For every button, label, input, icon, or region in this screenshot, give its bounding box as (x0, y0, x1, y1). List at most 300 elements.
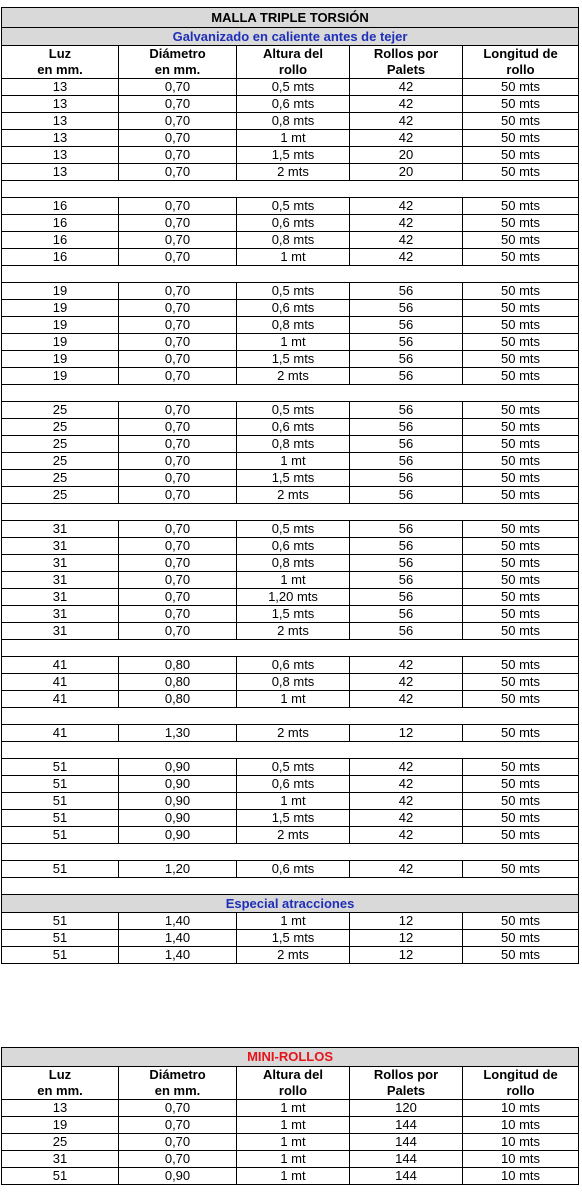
table-cell: 51 (2, 759, 119, 776)
table-cell: 13 (2, 164, 119, 181)
table-cell: 0,70 (119, 300, 237, 317)
table-cell: 31 (2, 606, 119, 623)
spacer-row (2, 266, 579, 283)
table-cell: 56 (350, 589, 463, 606)
table-cell: 50 mts (463, 487, 579, 504)
table-cell: 0,70 (119, 538, 237, 555)
table-cell: 50 mts (463, 283, 579, 300)
table-cell: 12 (350, 913, 463, 930)
table-cell: 50 mts (463, 861, 579, 878)
table-cell: 56 (350, 623, 463, 640)
table-row (2, 232, 579, 249)
column-header-line: rollo (278, 1083, 308, 1098)
table-cell: 0,70 (119, 317, 237, 334)
spacer-row (2, 708, 579, 725)
column-header-line: en mm. (154, 1083, 201, 1098)
table-cell: 50 mts (463, 130, 579, 147)
spacer-cell (2, 385, 579, 402)
table-cell: 1 mt (237, 913, 350, 930)
table-cell: 41 (2, 674, 119, 691)
table-cell: 1,5 mts (237, 930, 350, 947)
spacer-cell (2, 742, 579, 759)
table-cell: 42 (350, 249, 463, 266)
table-row (2, 96, 579, 113)
table-cell: 0,70 (119, 470, 237, 487)
table-cell: 0,70 (119, 368, 237, 385)
table-cell: 50 mts (463, 691, 579, 708)
table-cell: 50 mts (463, 113, 579, 130)
table-cell: 31 (2, 1151, 119, 1168)
table-cell: 56 (350, 283, 463, 300)
table-cell: 31 (2, 589, 119, 606)
table-cell: 120 (350, 1100, 463, 1117)
table-cell: 0,6 mts (237, 419, 350, 436)
table-cell: 42 (350, 793, 463, 810)
table-cell: 1,20 (119, 861, 237, 878)
table-cell: 25 (2, 470, 119, 487)
table-cell: 50 mts (463, 79, 579, 96)
table-cell: 51 (2, 913, 119, 930)
table-cell: 0,5 mts (237, 198, 350, 215)
triple-torsion-table (1, 7, 579, 964)
table-cell: 51 (2, 827, 119, 844)
table-row (2, 606, 579, 623)
table-cell: 50 mts (463, 827, 579, 844)
table-cell: 42 (350, 810, 463, 827)
table-cell: 50 mts (463, 930, 579, 947)
table-cell: 10 mts (463, 1117, 579, 1134)
table-cell: 0,8 mts (237, 113, 350, 130)
table-cell: 42 (350, 79, 463, 96)
table-cell: 42 (350, 827, 463, 844)
table-cell: 42 (350, 861, 463, 878)
table-cell: 50 mts (463, 147, 579, 164)
table-cell: 0,70 (119, 436, 237, 453)
column-header-line: rollo (506, 62, 535, 77)
table-cell: 56 (350, 487, 463, 504)
table-cell: 0,8 mts (237, 317, 350, 334)
table-cell: 0,6 mts (237, 96, 350, 113)
table-cell: 56 (350, 402, 463, 419)
table-cell: 1 mt (237, 334, 350, 351)
table-cell: 50 mts (463, 572, 579, 589)
table-cell: 25 (2, 453, 119, 470)
table-row (2, 623, 579, 640)
table-cell: 42 (350, 691, 463, 708)
column-header-line: en mm. (154, 62, 201, 77)
table-cell: 50 mts (463, 164, 579, 181)
table-cell: 0,70 (119, 334, 237, 351)
table-row (2, 589, 579, 606)
table-row (2, 827, 579, 844)
table-cell: 0,70 (119, 164, 237, 181)
table-row (2, 453, 579, 470)
table-cell: 25 (2, 1134, 119, 1151)
table-cell: 51 (2, 861, 119, 878)
table-cell: 1,5 mts (237, 470, 350, 487)
table-row (2, 79, 579, 96)
table-cell: 1,5 mts (237, 351, 350, 368)
column-header (119, 1067, 237, 1100)
table-cell: 1 mt (237, 1117, 350, 1134)
table-row (2, 130, 579, 147)
table-cell: 50 mts (463, 198, 579, 215)
table-cell: 42 (350, 113, 463, 130)
table-row (2, 657, 579, 674)
table-cell: 25 (2, 436, 119, 453)
table-cell: 51 (2, 1168, 119, 1185)
table-cell: 10 mts (463, 1100, 579, 1117)
column-header (350, 1067, 463, 1100)
table-cell: 20 (350, 147, 463, 164)
column-header-line: Longitud de (483, 46, 558, 61)
table-cell: 50 mts (463, 555, 579, 572)
table-cell: 51 (2, 930, 119, 947)
table-cell: 31 (2, 538, 119, 555)
table-row (2, 198, 579, 215)
table-cell: 1,40 (119, 947, 237, 964)
table-cell: 2 mts (237, 947, 350, 964)
table-cell: 1 mt (237, 572, 350, 589)
table-cell: 50 mts (463, 215, 579, 232)
table-cell: 50 mts (463, 419, 579, 436)
table-cell: 0,70 (119, 79, 237, 96)
table-row (2, 487, 579, 504)
table-cell: 56 (350, 538, 463, 555)
table-cell: 16 (2, 215, 119, 232)
table-cell: 50 mts (463, 725, 579, 742)
table-cell: 12 (350, 930, 463, 947)
table-cell: 0,70 (119, 1117, 237, 1134)
table-cell: 1 mt (237, 1134, 350, 1151)
table-cell: 19 (2, 283, 119, 300)
table-cell: 0,80 (119, 691, 237, 708)
table-cell: 0,70 (119, 572, 237, 589)
spacer-cell (2, 640, 579, 657)
table-cell: 0,90 (119, 776, 237, 793)
table-cell: 50 mts (463, 334, 579, 351)
table-cell: 1,20 mts (237, 589, 350, 606)
column-header-row (2, 46, 579, 79)
column-header-line: Longitud de (483, 1067, 558, 1082)
table-cell: 56 (350, 606, 463, 623)
table-cell: 0,70 (119, 1134, 237, 1151)
table-row (2, 793, 579, 810)
spacer-cell (2, 181, 579, 198)
table-row (2, 1117, 579, 1134)
table-row (2, 300, 579, 317)
column-header-line: Luz (48, 46, 72, 61)
table-row (2, 1134, 579, 1151)
table-cell: 50 mts (463, 810, 579, 827)
table-cell: 0,70 (119, 453, 237, 470)
spacer-row (2, 844, 579, 861)
table-cell: 13 (2, 96, 119, 113)
table-row (2, 674, 579, 691)
table-cell: 0,70 (119, 521, 237, 538)
table-cell: 50 mts (463, 249, 579, 266)
spacer-row (2, 878, 579, 895)
table-row (2, 215, 579, 232)
table-cell: 50 mts (463, 913, 579, 930)
table-cell: 144 (350, 1168, 463, 1185)
table-cell: 42 (350, 198, 463, 215)
table-row (2, 436, 579, 453)
column-header-line: Palets (386, 1083, 426, 1098)
table-cell: 19 (2, 351, 119, 368)
special-section-title: Especial atracciones (2, 895, 579, 913)
table-cell: 25 (2, 419, 119, 436)
table-cell: 0,5 mts (237, 402, 350, 419)
table-row (2, 419, 579, 436)
table-cell: 1 mt (237, 1168, 350, 1185)
table-cell: 41 (2, 691, 119, 708)
table-row (2, 1151, 579, 1168)
table-cell: 51 (2, 947, 119, 964)
table-cell: 0,90 (119, 1168, 237, 1185)
table-cell: 0,70 (119, 1100, 237, 1117)
table-cell: 42 (350, 776, 463, 793)
table-cell: 13 (2, 113, 119, 130)
table-cell: 0,90 (119, 827, 237, 844)
spacer-cell (2, 844, 579, 861)
table-cell: 50 mts (463, 759, 579, 776)
table-cell: 1,5 mts (237, 810, 350, 827)
spacer-row (2, 640, 579, 657)
table-cell: 0,70 (119, 249, 237, 266)
column-header (237, 46, 350, 79)
column-header-line: Diámetro (149, 46, 206, 61)
table-cell: 144 (350, 1117, 463, 1134)
mini-rollos-title-row (2, 1048, 579, 1067)
table-cell: 56 (350, 436, 463, 453)
table-row (2, 930, 579, 947)
table-cell: 0,70 (119, 1151, 237, 1168)
table-cell: 50 mts (463, 623, 579, 640)
table-cell: 50 mts (463, 793, 579, 810)
spacer-cell (2, 266, 579, 283)
table-cell: 0,70 (119, 215, 237, 232)
column-header (237, 1067, 350, 1100)
column-header (119, 46, 237, 79)
table-row (2, 249, 579, 266)
table-title: MALLA TRIPLE TORSIÓN (2, 8, 579, 28)
table-cell: 1,40 (119, 930, 237, 947)
table-cell: 0,70 (119, 283, 237, 300)
table-cell: 1 mt (237, 691, 350, 708)
table-cell: 31 (2, 623, 119, 640)
table-cell: 0,5 mts (237, 79, 350, 96)
table-cell: 0,5 mts (237, 521, 350, 538)
table-row (2, 913, 579, 930)
table-cell: 0,5 mts (237, 759, 350, 776)
table-cell: 56 (350, 572, 463, 589)
table-cell: 50 mts (463, 776, 579, 793)
table-cell: 0,70 (119, 232, 237, 249)
table-cell: 0,70 (119, 198, 237, 215)
table-cell: 1 mt (237, 249, 350, 266)
table-cell: 144 (350, 1134, 463, 1151)
mini-rollos-title: MINI-ROLLOS (2, 1048, 579, 1067)
table-cell: 0,8 mts (237, 232, 350, 249)
column-header (350, 46, 463, 79)
table-cell: 50 mts (463, 657, 579, 674)
table-cell: 50 mts (463, 436, 579, 453)
table-cell: 0,70 (119, 487, 237, 504)
table-cell: 19 (2, 300, 119, 317)
table-cell: 0,70 (119, 419, 237, 436)
spacer-row (2, 385, 579, 402)
table-cell: 1,40 (119, 913, 237, 930)
table-cell: 25 (2, 487, 119, 504)
table-title-row (2, 8, 579, 28)
spacer-row (2, 181, 579, 198)
column-header-line: Diámetro (149, 1067, 206, 1082)
table-cell: 56 (350, 521, 463, 538)
table-row (2, 113, 579, 130)
table-cell: 0,80 (119, 674, 237, 691)
table-cell: 42 (350, 759, 463, 776)
table-cell: 56 (350, 419, 463, 436)
special-section-title-row (2, 895, 579, 913)
table-cell: 0,70 (119, 402, 237, 419)
table-cell: 19 (2, 1117, 119, 1134)
table-cell: 56 (350, 453, 463, 470)
table-cell: 31 (2, 555, 119, 572)
table-cell: 10 mts (463, 1168, 579, 1185)
column-header (2, 46, 119, 79)
table-cell: 10 mts (463, 1134, 579, 1151)
table-cell: 56 (350, 470, 463, 487)
table-cell: 0,70 (119, 96, 237, 113)
table-row (2, 861, 579, 878)
mini-rollos-table (1, 1047, 579, 1185)
table-cell: 42 (350, 674, 463, 691)
table-cell: 50 mts (463, 589, 579, 606)
table-cell: 19 (2, 317, 119, 334)
table-cell: 1,30 (119, 725, 237, 742)
table-subtitle: Galvanizado en caliente antes de tejer (2, 28, 579, 46)
table-row (2, 470, 579, 487)
table-cell: 19 (2, 368, 119, 385)
column-header-line: Rollos por (373, 1067, 439, 1082)
table-cell: 13 (2, 79, 119, 96)
table-row (2, 164, 579, 181)
table-cell: 50 mts (463, 232, 579, 249)
table-cell: 50 mts (463, 606, 579, 623)
table-cell: 0,6 mts (237, 776, 350, 793)
column-header (463, 46, 579, 79)
table-cell: 2 mts (237, 368, 350, 385)
table-cell: 50 mts (463, 402, 579, 419)
table-cell: 0,70 (119, 606, 237, 623)
table-cell: 0,70 (119, 555, 237, 572)
table-cell: 2 mts (237, 623, 350, 640)
table-cell: 42 (350, 215, 463, 232)
table-cell: 0,90 (119, 793, 237, 810)
table-cell: 16 (2, 249, 119, 266)
table-cell: 10 mts (463, 1151, 579, 1168)
table-row (2, 317, 579, 334)
table-cell: 50 mts (463, 300, 579, 317)
table-row (2, 538, 579, 555)
table-row (2, 810, 579, 827)
table-cell: 50 mts (463, 947, 579, 964)
table-cell: 1,5 mts (237, 147, 350, 164)
table-cell: 19 (2, 334, 119, 351)
table-cell: 144 (350, 1151, 463, 1168)
table-cell: 56 (350, 555, 463, 572)
table-cell: 0,6 mts (237, 300, 350, 317)
table-cell: 0,70 (119, 623, 237, 640)
table-cell: 16 (2, 198, 119, 215)
table-cell: 50 mts (463, 368, 579, 385)
table-cell: 56 (350, 300, 463, 317)
column-header-line: Palets (386, 62, 426, 77)
table-cell: 0,90 (119, 810, 237, 827)
table-cell: 2 mts (237, 164, 350, 181)
table-cell: 13 (2, 1100, 119, 1117)
table-cell: 0,8 mts (237, 436, 350, 453)
table-cell: 0,70 (119, 589, 237, 606)
table-cell: 1 mt (237, 1100, 350, 1117)
column-header-row (2, 1067, 579, 1100)
table-cell: 42 (350, 96, 463, 113)
column-header-line: Altura del (263, 1067, 323, 1082)
table-cell: 0,6 mts (237, 657, 350, 674)
table-cell: 0,5 mts (237, 283, 350, 300)
table-row (2, 521, 579, 538)
table-cell: 41 (2, 725, 119, 742)
table-cell: 50 mts (463, 674, 579, 691)
table-cell: 50 mts (463, 470, 579, 487)
column-header-line: Rollos por (373, 46, 439, 61)
table-cell: 56 (350, 368, 463, 385)
table-cell: 41 (2, 657, 119, 674)
table-cell: 31 (2, 521, 119, 538)
column-header (463, 1067, 579, 1100)
table-cell: 51 (2, 810, 119, 827)
table-cell: 50 mts (463, 317, 579, 334)
table-cell: 0,70 (119, 113, 237, 130)
table-cell: 12 (350, 725, 463, 742)
table-row (2, 402, 579, 419)
table-subtitle-row (2, 28, 579, 46)
column-header-line: en mm. (37, 1083, 83, 1098)
table-cell: 51 (2, 776, 119, 793)
table-cell: 2 mts (237, 487, 350, 504)
table-row (2, 555, 579, 572)
table-cell: 0,6 mts (237, 215, 350, 232)
table-cell: 50 mts (463, 538, 579, 555)
table-row (2, 334, 579, 351)
table-cell: 50 mts (463, 96, 579, 113)
table-cell: 1 mt (237, 453, 350, 470)
table-cell: 42 (350, 232, 463, 249)
spacer-cell (2, 708, 579, 725)
table-cell: 0,6 mts (237, 861, 350, 878)
table-row (2, 725, 579, 742)
table-cell: 1 mt (237, 793, 350, 810)
table-row (2, 759, 579, 776)
table-cell: 42 (350, 657, 463, 674)
table-cell: 0,8 mts (237, 555, 350, 572)
table-cell: 1,5 mts (237, 606, 350, 623)
table-cell: 31 (2, 572, 119, 589)
column-header-line: rollo (278, 62, 308, 77)
table-row (2, 947, 579, 964)
table-cell: 25 (2, 402, 119, 419)
